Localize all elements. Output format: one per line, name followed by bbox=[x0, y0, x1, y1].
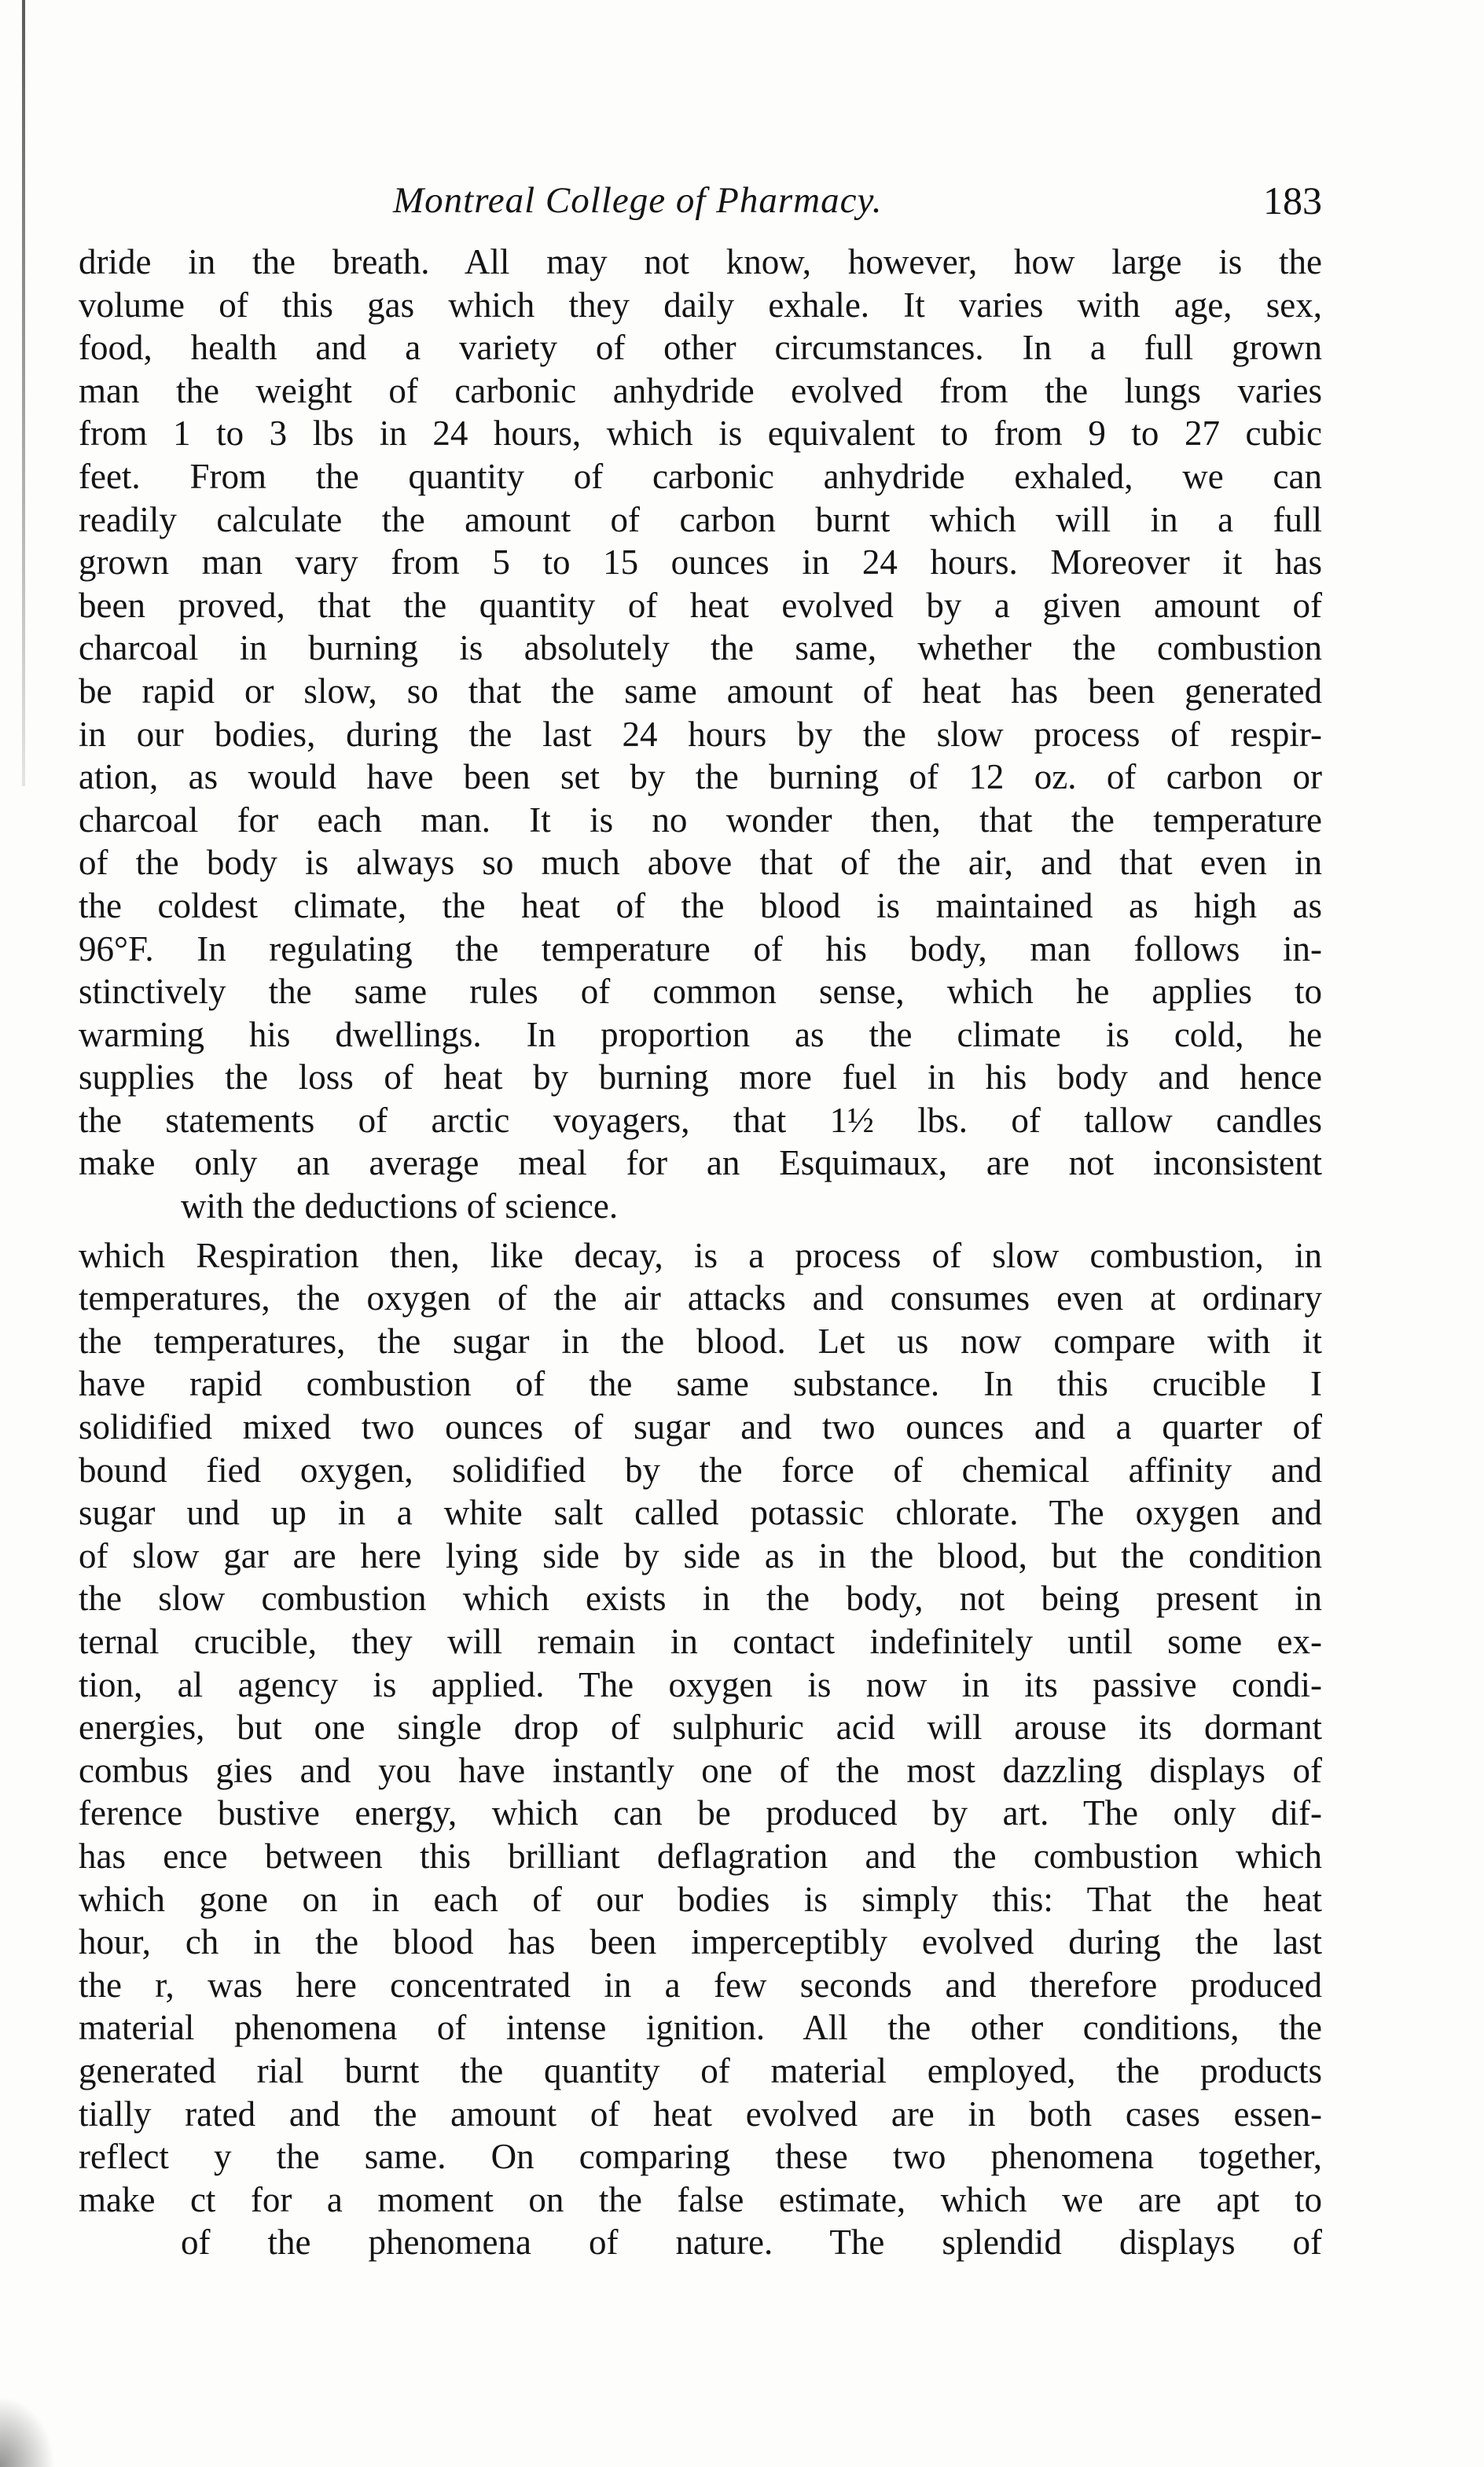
paragraph-1 bbox=[79, 241, 1322, 1228]
text-line: ternal crucible, they will remain in contact indefinitely until some ex- bbox=[79, 1622, 1322, 1661]
text-line: has ence between this brilliant deflagration and the combustion which bbox=[79, 1836, 1322, 1876]
text-line: readily calculate the amount of carbon burnt which will in a full bbox=[79, 499, 1322, 539]
text-line: be rapid or slow, so that the same amount of heat has been generated bbox=[79, 671, 1322, 711]
text-line: of the body is always so much above that of the air, and that even in bbox=[79, 843, 1322, 883]
text-line: energies, but one single drop of sulphuric acid will arouse its dormant bbox=[79, 1708, 1322, 1748]
text-line: which Respiration then, like decay, is a process of slow combustion, in bbox=[79, 1235, 1322, 1275]
text-line: stinctively the same rules of common sense, which he applies to bbox=[79, 972, 1322, 1012]
text-line: sugar und up in a white salt called potassic chlorate. The oxygen and bbox=[79, 1493, 1322, 1533]
gutter-edge bbox=[22, 0, 25, 786]
text-line: the coldest climate, the heat of the blood is maintained as high as bbox=[79, 885, 1322, 925]
text-line: solidified mixed two ounces of sugar and two ounces and a quarter of bbox=[79, 1407, 1322, 1447]
text-line: ation, as would have been set by the burning of 12 oz. of carbon or bbox=[79, 757, 1322, 797]
text-line: dride in the breath. All may not know, however, how large is the bbox=[79, 242, 1322, 281]
text-line: supplies the loss of heat by burning more fuel in his body and hence bbox=[79, 1057, 1322, 1097]
text-line: grown man vary from 5 to 15 ounces in 24 hours. Moreover it has bbox=[79, 542, 1322, 583]
text-line: ference bustive energy, which can be produced by art. The only dif- bbox=[79, 1793, 1322, 1833]
page-number: 183 bbox=[1263, 178, 1322, 222]
running-title: Montreal College of Pharmacy. bbox=[393, 180, 883, 221]
text-line: make only an average meal for an Esquimaux, are not inconsistent bbox=[79, 1143, 1322, 1183]
text-line: food, health and a variety of other circumstances. In a full grown bbox=[79, 328, 1322, 368]
text-line: of slow gar are here lying side by side as in the blood, but the condition bbox=[79, 1535, 1322, 1575]
text-line: tially rated and the amount of heat evolved are in both cases essen- bbox=[79, 2094, 1322, 2134]
text-line: feet. From the quantity of carbonic anhydride exhaled, we can bbox=[79, 456, 1322, 496]
paragraph-gap bbox=[79, 1228, 1322, 1234]
text-line: reflect y the same. On comparing these two phenomena together, bbox=[79, 2137, 1322, 2177]
text-line: with the deductions of science. bbox=[181, 1186, 619, 1226]
text-line: hour, ch in the blood has been imperceptibly evolved during the last bbox=[79, 1922, 1322, 1962]
text-line: 96°F. In regulating the temperature of his body, man follows in- bbox=[79, 928, 1322, 969]
text-line: which gone on in each of our bodies is simply this: That the heat bbox=[79, 1879, 1322, 1919]
text-line: tion, al agency is applied. The oxygen is now in its passive condi- bbox=[79, 1664, 1322, 1704]
body-text bbox=[79, 241, 1322, 2264]
text-line: the statements of arctic voyagers, that 1½ lbs. of tallow candles bbox=[79, 1100, 1322, 1140]
text-line: charcoal for each man. It is no wonder then, that the temperature bbox=[79, 800, 1322, 840]
text-line: volume of this gas which they daily exhale. It varies with age, sex, bbox=[79, 285, 1322, 325]
text-line: in our bodies, during the last 24 hours by the slow process of respir- bbox=[79, 714, 1322, 754]
text-line: make ct for a moment on the false estimate, which we are apt to bbox=[79, 2179, 1322, 2219]
text-line: temperatures, the oxygen of the air attacks and consumes even at ordinary bbox=[79, 1278, 1322, 1318]
page-header bbox=[79, 171, 1322, 226]
text-line: been proved, that the quantity of heat evolved by a given amount of bbox=[79, 585, 1322, 625]
text-line: bound fied oxygen, solidified by the force of chemical affinity and bbox=[79, 1450, 1322, 1490]
text-line: material phenomena of intense ignition. All the other conditions, the bbox=[79, 2008, 1322, 2048]
page-smudge bbox=[0, 2396, 55, 2467]
paragraph-2 bbox=[79, 1234, 1322, 2264]
text-line: combus gies and you have instantly one of the most dazzling displays of bbox=[79, 1750, 1322, 1790]
text-line: generated rial burnt the quantity of material employed, the products bbox=[79, 2050, 1322, 2090]
text-line: charcoal in burning is absolutely the same, whether the combustion bbox=[79, 628, 1322, 668]
text-line: warming his dwellings. In proportion as the climate is cold, he bbox=[79, 1014, 1322, 1054]
text-line: man the weight of carbonic anhydride evolved from the lungs varies bbox=[79, 370, 1322, 410]
text-line: from 1 to 3 lbs in 24 hours, which is equivalent to from 9 to 27 cubic bbox=[79, 414, 1322, 454]
text-line: the slow combustion which exists in the body, not being present in bbox=[79, 1579, 1322, 1619]
text-line: have rapid combustion of the same substance. In this crucible I bbox=[79, 1364, 1322, 1404]
text-line: the r, was here concentrated in a few seconds and therefore produced bbox=[79, 1965, 1322, 2005]
text-line: of the phenomena of nature. The splendid displays of bbox=[181, 2223, 1322, 2263]
text-line: the temperatures, the sugar in the blood. Let us now compare with it bbox=[79, 1321, 1322, 1361]
